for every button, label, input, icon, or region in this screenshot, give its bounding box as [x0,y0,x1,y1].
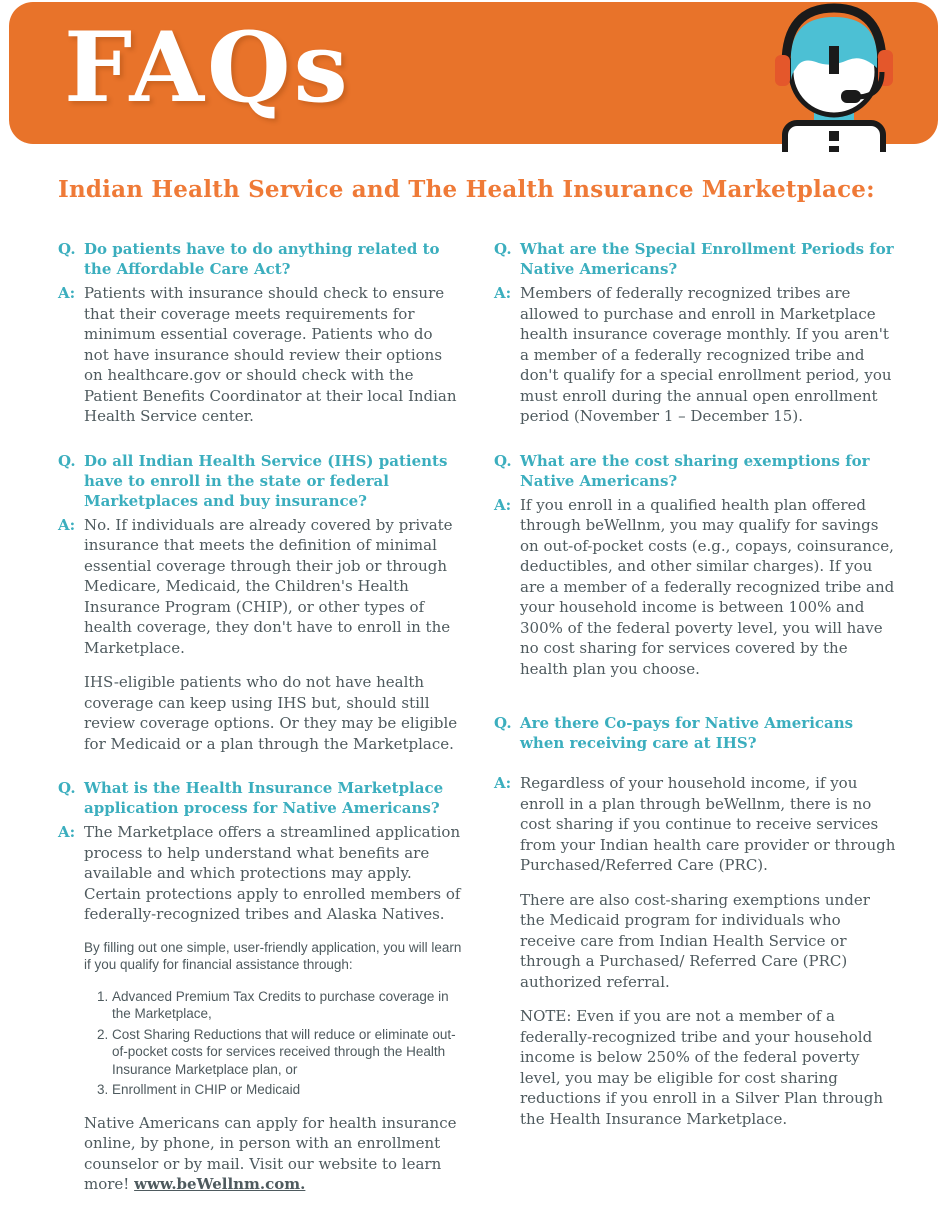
faq-item [58,451,462,755]
question-marker: Q. [58,240,76,258]
answer-paragraph: NOTE: Even if you are not a member of a federally-recognized tribe and your household income is below 250% of the federal poverty level, you may be eligible for cost sharing reductions if you enroll in a Silver Plan through the Health Insurance Marketplace. [520,1007,884,1128]
answer-list-item: 2. Cost Sharing Reductions that will reduce or eliminate out-of-pocket costs for services received through the Health Insurance Marketplace plan, or [112,1026,462,1079]
answer-blocks [520,495,898,680]
page-header-title: FAQs [64,11,351,124]
question-text: Do patients have to do anything related to the Affordable Care Act? [84,240,440,278]
answer-blocks [520,283,898,427]
faq-column-right [494,239,898,1219]
document-body [58,176,898,1219]
faq-item [58,239,462,427]
faq-item [494,713,898,1129]
answer-marker: A: [494,495,512,514]
question-marker: Q. [58,779,76,797]
answer-marker: A: [58,515,76,534]
faq-item [494,451,898,680]
faq-answer-row [494,283,898,427]
faq-columns [58,239,898,1219]
answer-marker: A: [58,284,76,302]
answer-paragraph: If you enroll in a qualified health plan offered through beWellnm, you may qualify for savings on out-of-pocket costs (e.g., copays, coinsurance, deductibles, and other similar charges). If you are a member of a federally recognized tribe and your household income is between 100% and 300% of the federal poverty level, you will have no cost sharing for services covered by the health plan you choose. [520,495,895,678]
answer-blocks [84,515,462,755]
question-marker: Q. [494,451,512,470]
question-text: What is the Health Insurance Marketplace application process for Native Americans? [84,779,444,817]
answer-list-item: 3. Enrollment in CHIP or Medicaid [112,1081,462,1099]
answer-paragraph: Members of federally recognized tribes are allowed to purchase and enroll in Marketplace health insurance coverage monthly. If you aren't a member of a federally recognized tribe and don't qualify for a special enrollment period, you must enroll during the annual open enrollment period (November 1 – December 15). [520,284,892,425]
page-title: Indian Health Service and The Health Insurance Marketplace: [58,176,875,203]
faq-column-left [58,239,462,1219]
question-marker: Q. [58,451,76,470]
answer-paragraph: By filling out one simple, user-friendly application, you will learn if you qualify for financial assistance through: [84,939,462,972]
faq-question-row [58,778,462,818]
question-text: What are the Special Enrollment Periods for Native Americans? [520,240,894,278]
answer-paragraph: There are also cost-sharing exemptions under the Medicaid program for individuals who receive care from Indian Health Service or through a Purchased/ Referred Care (PRC) authorized referral. [520,890,870,991]
shirt-button-top [829,131,839,141]
answer-paragraph: The Marketplace offers a streamlined application process to help understand what benefits are available and which protections may apply. Certain protections apply to enrolled members of federally-recognized tribes and Alaska Natives. [84,823,461,923]
question-text: What are the cost sharing exemptions for Native Americans? [520,451,870,490]
answer-list [84,988,462,1099]
faq-answer-row [58,283,462,427]
faq-question-row [494,451,898,491]
faq-question-row [494,713,898,753]
answer-paragraph: No. If individuals are already covered by private insurance that meets the definition of minimal essential coverage through their job or through Medicare, Medicaid, the Children's Health Insurance Program (CHIP), or other types of health coverage, they don't have to enroll in the Marketplace. [84,515,453,657]
faq-item [58,778,462,1195]
answer-blocks [84,822,462,1195]
faq-answer-row [494,495,898,680]
support-agent-icon [758,0,910,152]
question-marker: Q. [494,240,512,258]
answer-paragraph: Regardless of your household income, if you enroll in a plan through beWellnm, there is no cost sharing if you continue to receive services from your Indian health care provider or through Purchased/Referred Care (PRC). [520,774,896,874]
headset-mic-icon [841,90,861,103]
question-text: Are there Co-pays for Native Americans when receiving care at IHS? [520,714,854,752]
answer-marker: A: [58,823,76,841]
faq-answer-row [58,822,462,1195]
answer-blocks [84,283,462,427]
faq-answer-row [494,773,898,1129]
question-text: Do all Indian Health Service (IHS) patients have to enroll in the state or federal Marketplaces and buy insurance? [84,451,448,510]
answer-paragraph: Patients with insurance should check to ensure that their coverage meets requirements for minimum essential coverage. Patients who do not have insurance should review their options on healthcare.gov or should check with the Patient Benefits Coordinator at their local Indian Health Service center. [84,284,457,425]
answer-list-item: 1. Advanced Premium Tax Credits to purchase coverage in the Marketplace, [112,988,462,1023]
answer-blocks [520,773,898,1129]
faq-question-row [58,451,462,511]
faq-item [494,239,898,427]
answer-paragraph: IHS-eligible patients who do not have health coverage can keep using IHS but, should still review coverage options. Or they may be eligible for Medicaid or a plan through the Marketplace. [84,673,458,753]
faq-question-row [494,239,898,279]
question-marker: Q. [494,714,512,732]
headset-earcup-left-icon [775,55,790,86]
shirt-button-bottom [829,146,839,152]
agent-eye [829,46,839,74]
answer-marker: A: [494,774,512,792]
faq-question-row [58,239,462,279]
website-link[interactable]: www.beWellnm.com. [134,1175,306,1193]
answer-marker: A: [494,284,512,302]
answer-paragraph [84,1113,462,1195]
answer-text-segment: Native Americans can apply for health insurance online, by phone, in person with an enrollment counselor or by mail. Visit our website to learn more! [84,1113,457,1193]
faq-answer-row [58,515,462,755]
